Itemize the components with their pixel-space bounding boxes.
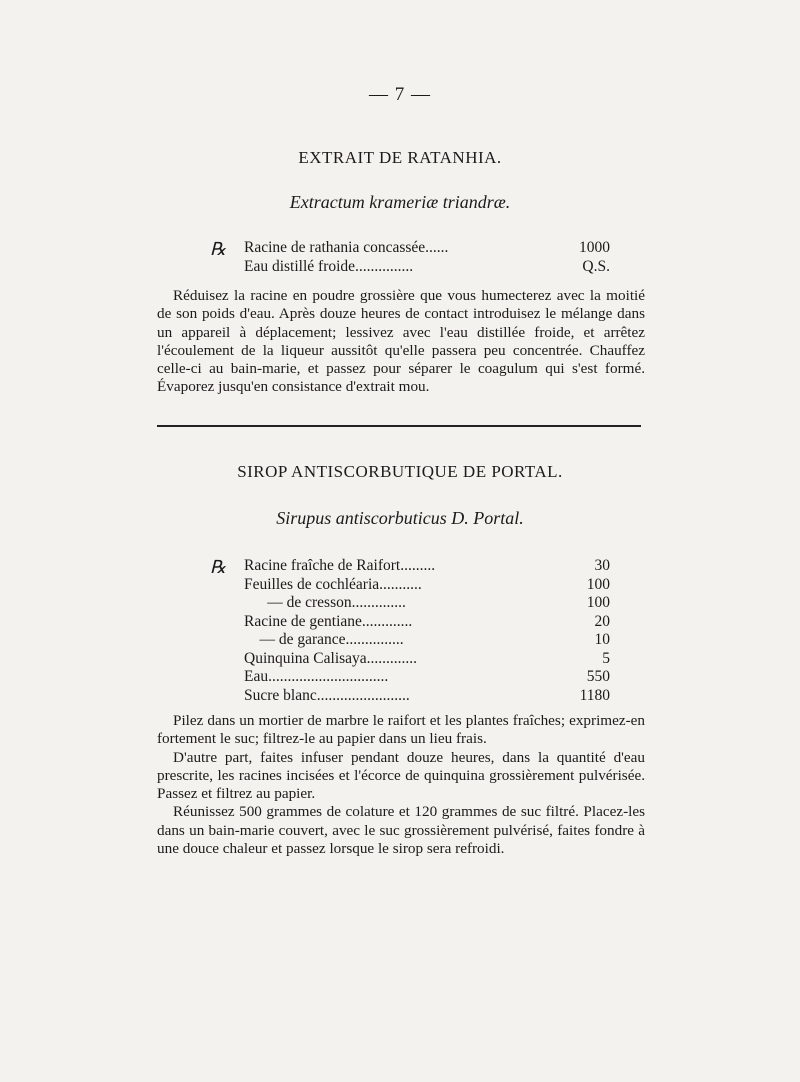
ingredient-row xyxy=(210,668,610,687)
ingredient-name: — de cresson.............. xyxy=(244,594,406,611)
ingredient-row xyxy=(210,650,610,669)
ingredient-quantity: 10 xyxy=(594,631,610,648)
recipe-sirop xyxy=(210,557,610,705)
ingredient-row xyxy=(210,239,610,258)
recipe-symbol-icon: ℞ xyxy=(210,239,227,259)
ingredient-quantity: Q.S. xyxy=(582,257,610,275)
section-divider xyxy=(157,425,641,427)
ingredient-quantity: 1000 xyxy=(579,239,610,256)
ingredient-row xyxy=(210,576,610,595)
ingredient-quantity: 1180 xyxy=(579,686,610,704)
section-title-ratanhia: EXTRAIT DE RATANHIA. xyxy=(298,148,502,167)
latin-subtitle-sirop: Sirupus antiscorbuticus D. Portal. xyxy=(276,508,524,528)
paragraph: Réunissez 500 grammes de colature et 120 grammes de suc filtré. Placez-les dans un bain-marie couvert, avec le suc grossièrement pulvérisé, faites fondre à une douce chaleur et passez lorsque le sirop sera refroidi. xyxy=(157,803,645,858)
ingredient-quantity: 100 xyxy=(586,594,610,611)
ingredient-name: Racine de rathania concassée...... xyxy=(244,239,449,256)
page-number: — 7 — xyxy=(369,84,431,105)
ingredient-row xyxy=(210,613,610,632)
instructions-ratanhia xyxy=(157,287,645,397)
ingredient-name: Sucre blanc........................ xyxy=(244,686,410,704)
ingredient-row xyxy=(210,594,610,613)
ingredient-name: Racine de gentiane............. xyxy=(244,612,413,630)
ingredient-name: — de garance............... xyxy=(244,631,404,648)
ingredient-row xyxy=(210,557,610,576)
recipe-symbol-icon: ℞ xyxy=(210,557,227,577)
ingredient-name: Feuilles de cochléaria........... xyxy=(244,575,422,593)
ingredient-quantity: 20 xyxy=(594,612,610,630)
ingredient-quantity: 550 xyxy=(586,668,610,685)
ingredient-row xyxy=(210,258,610,277)
ingredient-row xyxy=(210,687,610,706)
ingredient-quantity: 5 xyxy=(602,649,610,667)
ingredient-name: Racine fraîche de Raifort......... xyxy=(244,557,436,574)
ingredient-quantity: 30 xyxy=(594,557,610,574)
latin-subtitle-ratanhia: Extractum krameriæ triandræ. xyxy=(289,192,511,212)
ingredient-row xyxy=(210,631,610,650)
ingredient-name: Eau distillé froide............... xyxy=(244,257,414,275)
recipe-ratanhia xyxy=(210,239,610,276)
ingredient-name: Eau............................... xyxy=(244,668,389,685)
paragraph: D'autre part, faites infuser pendant douze heures, dans la quantité d'eau prescrite, les racines incisées et l'écorce de quinquina grossièrement pulvérisée. Passez et filtrez au papier. xyxy=(157,748,645,803)
paragraph: Réduisez la racine en poudre grossière que vous humecterez avec la moitié de son poids d'eau. Après douze heures de contact introduisez le mélange dans un appareil à déplacement; lessivez avec l'eau distillée froide, et arrêtez l'écoulement de la liqueur aussitôt qu'elle passera peu concentrée. Chauffez celle-ci au bain-marie, et passez pour séparer le coagulum qui s'est formé. Évaporez jusqu'en consistance d'extrait mou. xyxy=(157,287,645,396)
ingredient-name: Quinquina Calisaya............. xyxy=(244,649,418,667)
ingredient-quantity: 100 xyxy=(586,575,610,593)
instructions-sirop xyxy=(157,712,645,858)
section-title-sirop: SIROP ANTISCORBUTIQUE DE PORTAL. xyxy=(237,462,563,481)
paragraph: Pilez dans un mortier de marbre le raifort et les plantes fraîches; exprimez-en fortement le suc; filtrez-le au papier dans un lieu frais. xyxy=(157,712,645,748)
